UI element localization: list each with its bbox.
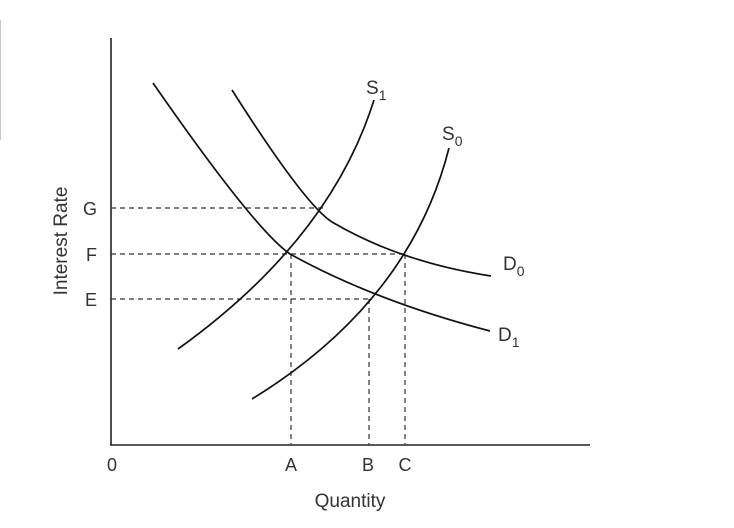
origin-label: 0 [106,455,118,475]
x-tick-b: B [361,455,375,475]
label-d0: $D_0$ [503,254,525,279]
y-axis-title: Interest Rate [51,186,72,296]
x-tick-c: C [398,455,412,475]
curve-s0 [252,148,449,399]
curve-d0 [232,90,491,276]
y-tick-e: E [84,290,97,310]
y-tick-f: F [86,245,97,265]
x-axis-title: Quantity [314,491,386,512]
y-tick-g: G [82,199,97,219]
curve-s1 [178,100,374,349]
label-s1: $S_1$ [366,78,387,103]
label-s0: $S_0$ [442,124,463,149]
x-tick-a: A [284,455,298,475]
label-d1: $D_1$ [498,325,520,350]
